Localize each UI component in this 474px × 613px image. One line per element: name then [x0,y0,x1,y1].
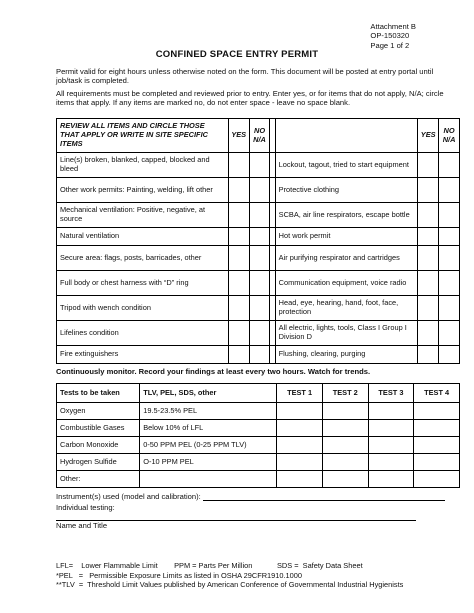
attachment-label: Attachment B [370,22,416,31]
checklist-item: Protective clothing [275,178,418,203]
test-4-header: TEST 4 [414,384,460,403]
test-1-cell[interactable] [277,471,323,488]
yes-checkbox[interactable] [418,296,439,321]
atmospheric-test-table [56,383,460,488]
test-3-cell[interactable] [368,454,414,471]
no-na-checkbox[interactable] [439,321,460,346]
yes-checkbox[interactable] [418,321,439,346]
yes-checkbox[interactable] [228,228,249,246]
yes-checkbox[interactable] [418,271,439,296]
no-na-checkbox[interactable] [439,203,460,228]
no-na-checkbox[interactable] [249,178,270,203]
yes-checkbox[interactable] [418,228,439,246]
test-name: Hydrogen Sulfide [57,454,140,471]
checklist-item: Hot work permit [275,228,418,246]
checklist-item: Fire extinguishers [57,346,229,364]
yes-column-header: YES [228,119,249,153]
no-na-checkbox[interactable] [439,246,460,271]
test-1-header: TEST 1 [277,384,323,403]
monitor-note: Continuously monitor. Record your findings at least every two hours. Watch for trends. [56,367,371,376]
legend-line: LFL= Lower Flammable Limit PPM = Parts Per Million SDS = Safety Data Sheet [56,561,363,570]
no-na-checkbox[interactable] [439,153,460,178]
test-3-cell[interactable] [368,437,414,454]
yes-checkbox[interactable] [228,346,249,364]
checklist-item: Lifelines condition [57,321,229,346]
yes-checkbox[interactable] [418,246,439,271]
checklist-header: REVIEW ALL ITEMS AND CIRCLE THOSE THAT APPLY OR WRITE IN SITE SPECIFIC ITEMS [57,119,229,153]
name-title-label: Name and Title [56,521,108,530]
no-na-checkbox[interactable] [249,228,270,246]
test-limit: 19.5-23.5% PEL [140,403,277,420]
test-2-cell[interactable] [322,403,368,420]
no-na-checkbox[interactable] [249,153,270,178]
limits-header: TLV, PEL, SDS, other [140,384,277,403]
checklist-item: Flushing, clearing, purging [275,346,418,364]
yes-checkbox[interactable] [418,153,439,178]
test-4-cell[interactable] [414,403,460,420]
tests-header: Tests to be taken [57,384,140,403]
no-na-checkbox[interactable] [439,271,460,296]
intro-paragraph-2: All requirements must be completed and reviewed prior to entry. Enter yes, or for items that do not apply, N/A; circle items that apply. If any items are marked no, do not enter space - leave no space blank. [56,89,444,108]
test-3-header: TEST 3 [368,384,414,403]
test-2-cell[interactable] [322,420,368,437]
page-number: Page 1 of 2 [370,40,410,50]
yes-checkbox[interactable] [228,271,249,296]
test-2-cell[interactable] [322,454,368,471]
checklist-item: Communication equipment, voice radio [275,271,418,296]
test-1-cell[interactable] [277,403,323,420]
no-na-checkbox[interactable] [249,246,270,271]
test-3-cell[interactable] [368,403,414,420]
test-1-cell[interactable] [277,454,323,471]
test-limit[interactable] [140,471,277,488]
test-1-cell[interactable] [277,437,323,454]
test-name: Carbon Monoxide [57,437,140,454]
checklist-item: Lockout, tagout, tried to start equipment [275,153,418,178]
no-na-checkbox[interactable] [249,296,270,321]
test-name: Combustible Gases [57,420,140,437]
test-4-cell[interactable] [414,420,460,437]
checklist-item: Other work permits: Painting, welding, lift other [57,178,229,203]
test-4-cell[interactable] [414,454,460,471]
test-3-cell[interactable] [368,420,414,437]
test-4-cell[interactable] [414,437,460,454]
test-1-cell[interactable] [277,420,323,437]
yes-checkbox[interactable] [228,153,249,178]
yes-checkbox[interactable] [228,203,249,228]
no-na-column-header-right: NO N/A [439,119,460,153]
no-na-column-header: NO N/A [249,119,270,153]
individual-testing-label: Individual testing: [56,503,115,512]
legend-line: **TLV = Threshold Limit Values published by American Conference of Governmental Industrial Hygienists [56,580,404,590]
checklist-item: Full body or chest harness with “D” ring [57,271,229,296]
yes-checkbox[interactable] [228,321,249,346]
checklist-item: Tripod with wench condition [57,296,229,321]
checklist-item: Secure area: flags, posts, barricades, other [57,246,229,271]
no-na-checkbox[interactable] [439,346,460,364]
test-4-cell[interactable] [414,471,460,488]
checklist-item: Natural ventilation [57,228,229,246]
name-title-line [56,512,456,521]
checklist-header-right [275,119,418,153]
test-limit: 0-50 PPM PEL (0-25 PPM TLV) [140,437,277,454]
test-2-cell[interactable] [322,471,368,488]
yes-checkbox[interactable] [228,296,249,321]
no-na-checkbox[interactable] [439,178,460,203]
test-name: Other: [57,471,140,488]
yes-column-header-right: YES [418,119,439,153]
checklist-item: Mechanical ventilation: Positive, negative, at source [57,203,229,228]
abbreviation-legend [56,561,403,590]
instruments-field[interactable] [203,492,445,501]
test-2-cell[interactable] [322,437,368,454]
legend-line: *PEL = Permissible Exposure Limits as listed in OSHA 29CFR1910.1000 [56,570,302,580]
no-na-checkbox[interactable] [249,271,270,296]
name-title-field[interactable] [56,512,416,521]
no-na-checkbox[interactable] [249,203,270,228]
instruments-line [56,492,456,501]
test-limit: O-10 PPM PEL [140,454,277,471]
op-number: OP-150320 [370,31,410,41]
checklist-item: Line(s) broken, blanked, capped, blocked and bleed [57,153,229,178]
instruments-label: Instrument(s) used (model and calibration): [56,492,201,501]
yes-checkbox[interactable] [228,178,249,203]
no-na-checkbox[interactable] [439,296,460,321]
yes-checkbox[interactable] [418,178,439,203]
yes-checkbox[interactable] [228,246,249,271]
no-na-checkbox[interactable] [249,346,270,364]
page-title: CONFINED SPACE ENTRY PERMIT [155,49,319,60]
intro-paragraph-1: Permit valid for eight hours unless otherwise noted on the form. This document will be posted at entry portal until job/task is completed. [56,67,434,86]
checklist-item: SCBA, air line respirators, escape bottle [275,203,418,228]
no-na-checkbox[interactable] [439,228,460,246]
test-3-cell[interactable] [368,471,414,488]
yes-checkbox[interactable] [418,346,439,364]
test-2-header: TEST 2 [322,384,368,403]
test-limit: Below 10% of LFL [140,420,277,437]
no-na-checkbox[interactable] [249,321,270,346]
document-header [370,22,416,50]
checklist-item: All electric, lights, tools, Class I Group I Division D [275,321,418,346]
test-name: Oxygen [57,403,140,420]
permit-checklist-table [56,118,460,364]
checklist-item: Head, eye, hearing, hand, foot, face, protection [275,296,418,321]
yes-checkbox[interactable] [418,203,439,228]
checklist-item: Air purifying respirator and cartridges [275,246,418,271]
